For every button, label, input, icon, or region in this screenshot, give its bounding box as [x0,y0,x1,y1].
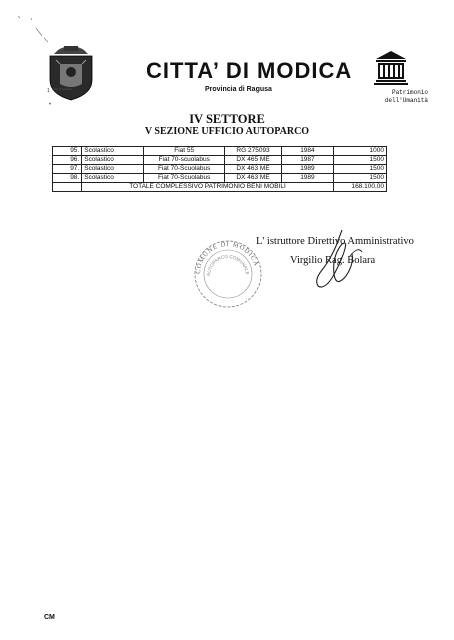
row-value: 1000 [333,147,386,156]
total-empty-cell [53,183,82,192]
unesco-label [358,89,428,105]
city-title: CITTA’ DI MODICA [146,58,353,83]
total-value: 168.100,00 [333,183,386,192]
row-plate: RG 275093 [225,147,282,156]
row-category: Scolastico [82,156,144,165]
row-model: Fiat 70-Scuolabus [144,174,225,183]
signer-name: Virgilio Rag. Bolara [290,255,376,266]
signer-title: L' istruttore Direttivo Amministrativo [256,236,414,247]
table-row [53,174,387,183]
row-plate: DX 463 ME [225,174,282,183]
sector-title: IV SETTORE [189,112,265,126]
official-stamp [190,236,266,308]
row-number: 97. [53,165,82,174]
row-category: Scolastico [82,174,144,183]
row-year: 1989 [282,174,334,183]
row-plate: DX 465 ME [225,156,282,165]
row-value: 1500 [333,165,386,174]
table-row [53,147,387,156]
row-model: Fiat 70-Scuolabus [144,165,225,174]
city-crest-logo [44,44,98,102]
table-total-row [53,183,387,192]
table-row [53,165,387,174]
row-plate: DX 463 ME [225,165,282,174]
handwritten-signature [302,226,372,296]
row-number: 98. [53,174,82,183]
row-number: 95. [53,147,82,156]
stamp-inner-text: AUTOPARCO COMUNALE [205,253,250,277]
row-model: Fiat 55 [144,147,225,156]
scan-dot: • [49,102,52,108]
crest-caption: Città di Modica [52,87,72,91]
province-subtitle: Provincia di Ragusa [205,86,272,93]
svg-text:AUTOPARCO COMUNALE [206,254,250,276]
unesco-label-line1: Patrimonio [391,89,428,96]
vehicle-inventory-table [52,146,387,192]
row-year: 1984 [282,147,334,156]
unesco-label-line2: dell'Umanità [384,97,428,104]
section-title: V SEZIONE UFFICIO AUTOPARCO [144,126,310,137]
stamp-ring-text: COMUNE DI MODICA [194,240,260,275]
table-row [53,156,387,165]
unesco-emblem-icon [374,50,408,86]
row-value: 1500 [333,156,386,165]
footer-mark: CM [44,614,55,621]
row-year: 1987 [282,156,334,165]
row-category: Scolastico [82,147,144,156]
total-label: TOTALE COMPLESSIVO PATRIMONIO BENI MOBILI [82,183,334,192]
row-year: 1989 [282,165,334,174]
row-value: 1500 [333,174,386,183]
crest-side-mark: 1 [47,88,50,94]
row-category: Scolastico [82,165,144,174]
row-number: 96. [53,156,82,165]
row-model: Fiat 70-scuolabus [144,156,225,165]
